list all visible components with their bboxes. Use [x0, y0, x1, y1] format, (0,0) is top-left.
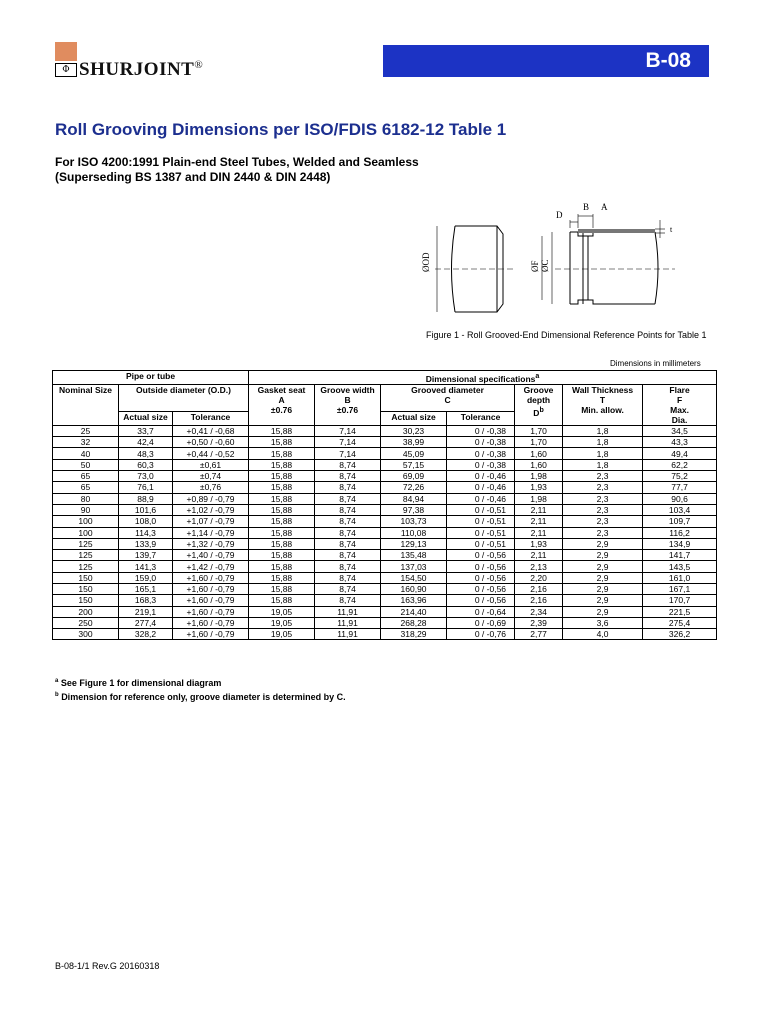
groove-width-cell: 8,74 [315, 504, 381, 515]
groove-depth-cell: 1,98 [515, 471, 563, 482]
c-actual-cell: 84,94 [381, 493, 447, 504]
groove-depth-cell: 2,77 [515, 629, 563, 640]
c-actual-cell: 57,15 [381, 459, 447, 470]
gasket-seat-cell: 15,88 [249, 516, 315, 527]
gasket-seat-cell: 15,88 [249, 595, 315, 606]
flare-text: Flare [669, 384, 690, 395]
header-dims-group-text: Dimensional specifications [425, 373, 536, 384]
od-actual-cell: 168,3 [119, 595, 173, 606]
footnote-a-text: See Figure 1 for dimensional diagram [60, 678, 222, 688]
brand-text: SHURJOINT [79, 59, 195, 80]
od-actual-cell: 33,7 [119, 425, 173, 436]
od-actual-cell: 141,3 [119, 561, 173, 572]
c-tolerance-cell: 0 / -0,64 [447, 606, 515, 617]
b-label: B [583, 202, 590, 212]
gasket-seat-cell: 15,88 [249, 459, 315, 470]
flare-dia-cell: 161,0 [643, 572, 717, 583]
c-actual-cell: 72,26 [381, 482, 447, 493]
wall-thickness-cell: 2,9 [563, 550, 643, 561]
gasket-seat-cell: 19,05 [249, 617, 315, 628]
od-tolerance-cell: +1,40 / -0,79 [173, 550, 249, 561]
flare-dia-cell: 103,4 [643, 504, 717, 515]
c-actual-cell: 135,48 [381, 550, 447, 561]
wall-thickness-cell: 2,3 [563, 527, 643, 538]
groove-width-cell: 11,91 [315, 606, 381, 617]
groove-diagram [415, 198, 685, 328]
nominal-size-cell: 40 [53, 448, 119, 459]
wall-sub: Min. allow. [581, 404, 624, 415]
d-label: D [556, 210, 563, 220]
c-label: ØC [540, 259, 550, 272]
wall-thickness-cell: 2,9 [563, 561, 643, 572]
wall-thickness-cell: 2,9 [563, 583, 643, 594]
od-actual-cell: 101,6 [119, 504, 173, 515]
table-row [53, 493, 717, 504]
groove-width-cell: 8,74 [315, 561, 381, 572]
table-row [53, 595, 717, 606]
header-dims-group [249, 371, 717, 385]
header-flare [643, 384, 717, 425]
nominal-size-cell: 150 [53, 572, 119, 583]
flare-dia-cell: 170,7 [643, 595, 717, 606]
header-groove-width [315, 384, 381, 425]
table-row [53, 583, 717, 594]
od-tolerance-cell: +0,41 / -0,68 [173, 425, 249, 436]
gasket-text: Gasket seat [257, 384, 306, 395]
gasket-tolerance: ±0.76 [270, 404, 293, 415]
od-tolerance-cell: +1,60 / -0,79 [173, 606, 249, 617]
c-tolerance-cell: 0 / -0,69 [447, 617, 515, 628]
footnote-a-marker: a [55, 678, 59, 684]
subtitle-line-2: (Superseding BS 1387 and DIN 2440 & DIN 2448) [55, 170, 331, 184]
wall-thickness-cell: 1,8 [563, 425, 643, 436]
od-tolerance-cell: +1,14 / -0,79 [173, 527, 249, 538]
groove-depth-cell: 2,16 [515, 595, 563, 606]
od-actual-cell: 48,3 [119, 448, 173, 459]
flare-sub-2: Dia. [671, 414, 688, 425]
groove-depth-cell: 2,34 [515, 606, 563, 617]
wall-thickness-cell: 2,9 [563, 572, 643, 583]
c-tolerance-cell: 0 / -0,46 [447, 482, 515, 493]
od-tolerance-cell: +1,60 / -0,79 [173, 583, 249, 594]
flare-dia-cell: 326,2 [643, 629, 717, 640]
groove-width-cell: 8,74 [315, 493, 381, 504]
table-row [53, 538, 717, 549]
a-label: A [601, 202, 608, 212]
od-tolerance-cell: +1,60 / -0,79 [173, 572, 249, 583]
wall-thickness-cell: 2,3 [563, 482, 643, 493]
table-row [53, 617, 717, 628]
nominal-size-cell: 125 [53, 561, 119, 572]
c-tolerance-cell: 0 / -0,51 [447, 504, 515, 515]
wall-thickness-cell: 2,3 [563, 471, 643, 482]
flare-dia-cell: 167,1 [643, 583, 717, 594]
flare-dia-cell: 34,5 [643, 425, 717, 436]
units-note: Dimensions in millimeters [610, 359, 701, 368]
od-tolerance-cell: +1,60 / -0,79 [173, 595, 249, 606]
header-pipe-group: Pipe or tube [53, 371, 249, 385]
c-tolerance-cell: 0 / -0,38 [447, 437, 515, 448]
od-actual-cell: 139,7 [119, 550, 173, 561]
od-actual-cell: 88,9 [119, 493, 173, 504]
note-b-marker: b [539, 405, 544, 414]
od-tolerance-cell: ±0,76 [173, 482, 249, 493]
nominal-size-cell: 65 [53, 482, 119, 493]
wall-symbol: T [599, 394, 606, 405]
document-code-banner: B-08 [383, 45, 709, 77]
wall-thickness-cell: 4,0 [563, 629, 643, 640]
groove-depth-cell: 1,70 [515, 437, 563, 448]
nominal-size-cell: 200 [53, 606, 119, 617]
note-a-marker: a [535, 372, 540, 380]
groove-width-cell: 11,91 [315, 629, 381, 640]
figure-caption: Figure 1 - Roll Grooved-End Dimensional Reference Points for Table 1 [426, 330, 707, 340]
flare-dia-cell: 134,9 [643, 538, 717, 549]
gasket-seat-cell: 15,88 [249, 572, 315, 583]
gasket-seat-cell: 15,88 [249, 504, 315, 515]
c-actual-cell: 38,99 [381, 437, 447, 448]
footnote-b-text: Dimension for reference only, groove diameter is determined by C. [61, 692, 346, 702]
groove-depth-cell: 2,39 [515, 617, 563, 628]
c-tolerance-cell: 0 / -0,51 [447, 538, 515, 549]
f-label: ØF [530, 260, 540, 272]
c-tolerance-cell: 0 / -0,38 [447, 459, 515, 470]
gasket-seat-cell: 15,88 [249, 493, 315, 504]
groove-depth-cell: 2,11 [515, 527, 563, 538]
wall-thickness-cell: 2,3 [563, 504, 643, 515]
flare-dia-cell: 221,5 [643, 606, 717, 617]
groove-width-cell: 8,74 [315, 550, 381, 561]
flare-sub-1: Max. [670, 404, 690, 415]
table-row [53, 572, 717, 583]
nominal-size-cell: 80 [53, 493, 119, 504]
nominal-size-cell: 150 [53, 595, 119, 606]
header-od-actual: Actual size [119, 411, 173, 425]
c-tolerance-cell: 0 / -0,56 [447, 595, 515, 606]
wall-thickness-cell: 3,6 [563, 617, 643, 628]
c-actual-cell: 30,23 [381, 425, 447, 436]
od-label: ØOD [421, 252, 431, 272]
od-tolerance-cell: ±0,61 [173, 459, 249, 470]
footnote-b-marker: b [55, 692, 59, 698]
groove-width-cell: 8,74 [315, 595, 381, 606]
groove-depth-cell: 1,93 [515, 482, 563, 493]
header-nominal-size: Nominal Size [53, 384, 119, 425]
flare-dia-cell: 75,2 [643, 471, 717, 482]
groove-width-cell: 8,74 [315, 516, 381, 527]
od-tolerance-cell: +1,60 / -0,79 [173, 629, 249, 640]
dimensions-table-body [53, 425, 717, 640]
nominal-size-cell: 65 [53, 471, 119, 482]
groove-depth-cell: 2,11 [515, 504, 563, 515]
groove-depth-cell: 2,16 [515, 583, 563, 594]
page-title: Roll Grooving Dimensions per ISO/FDIS 6182-12 Table 1 [55, 120, 507, 139]
groove-width-cell: 7,14 [315, 448, 381, 459]
nominal-size-cell: 125 [53, 538, 119, 549]
od-tolerance-cell: +1,42 / -0,79 [173, 561, 249, 572]
groove-width-cell: 8,74 [315, 572, 381, 583]
registered-mark: ® [194, 59, 204, 71]
table-row [53, 550, 717, 561]
footnote-b [55, 692, 346, 702]
groove-depth-cell: 2,13 [515, 561, 563, 572]
od-tolerance-cell: +0,50 / -0,60 [173, 437, 249, 448]
gasket-seat-cell: 15,88 [249, 550, 315, 561]
brand-name [79, 59, 203, 81]
wall-text: Wall Thickness [571, 384, 634, 395]
groove-depth-text: Groove depth [523, 384, 554, 405]
flare-dia-cell: 143,5 [643, 561, 717, 572]
table-row [53, 606, 717, 617]
c-actual-cell: 268,28 [381, 617, 447, 628]
nominal-size-cell: 150 [53, 583, 119, 594]
c-tolerance-cell: 0 / -0,46 [447, 471, 515, 482]
table-row [53, 437, 717, 448]
gasket-symbol: A [278, 394, 285, 405]
header-wall-thickness [563, 384, 643, 425]
flare-dia-cell: 43,3 [643, 437, 717, 448]
gasket-seat-cell: 15,88 [249, 471, 315, 482]
c-tolerance-cell: 0 / -0,51 [447, 516, 515, 527]
wall-thickness-cell: 2,9 [563, 538, 643, 549]
od-tolerance-cell: ±0,74 [173, 471, 249, 482]
od-actual-cell: 114,3 [119, 527, 173, 538]
table-row [53, 459, 717, 470]
wall-thickness-cell: 1,8 [563, 437, 643, 448]
c-tolerance-cell: 0 / -0,56 [447, 572, 515, 583]
od-actual-cell: 165,1 [119, 583, 173, 594]
od-tolerance-cell: +1,02 / -0,79 [173, 504, 249, 515]
od-actual-cell: 133,9 [119, 538, 173, 549]
c-actual-cell: 154,50 [381, 572, 447, 583]
table-row [53, 527, 717, 538]
subtitle-line-1: For ISO 4200:1991 Plain-end Steel Tubes, Welded and Seamless [55, 155, 419, 169]
c-actual-cell: 160,90 [381, 583, 447, 594]
header-od-tolerance: Tolerance [173, 411, 249, 425]
gasket-seat-cell: 15,88 [249, 583, 315, 594]
nominal-size-cell: 300 [53, 629, 119, 640]
c-tolerance-cell: 0 / -0,46 [447, 493, 515, 504]
table-row [53, 561, 717, 572]
groove-width-cell: 8,74 [315, 583, 381, 594]
od-tolerance-cell: +1,32 / -0,79 [173, 538, 249, 549]
logo-square-icon [55, 42, 77, 61]
flare-dia-cell: 109,7 [643, 516, 717, 527]
gasket-seat-cell: 15,88 [249, 425, 315, 436]
wall-thickness-cell: 2,9 [563, 595, 643, 606]
od-tolerance-cell: +1,60 / -0,79 [173, 617, 249, 628]
c-actual-cell: 69,09 [381, 471, 447, 482]
nominal-size-cell: 50 [53, 459, 119, 470]
nominal-size-cell: 100 [53, 516, 119, 527]
c-actual-cell: 103,73 [381, 516, 447, 527]
od-actual-cell: 73,0 [119, 471, 173, 482]
groove-width-cell: 7,14 [315, 425, 381, 436]
od-tolerance-cell: +1,07 / -0,79 [173, 516, 249, 527]
gasket-seat-cell: 15,88 [249, 561, 315, 572]
groove-width-cell: 11,91 [315, 617, 381, 628]
c-tolerance-cell: 0 / -0,38 [447, 425, 515, 436]
od-actual-cell: 159,0 [119, 572, 173, 583]
c-tolerance-cell: 0 / -0,56 [447, 583, 515, 594]
nominal-size-cell: 125 [53, 550, 119, 561]
nominal-size-cell: 90 [53, 504, 119, 515]
od-actual-cell: 76,1 [119, 482, 173, 493]
table-row [53, 482, 717, 493]
table-row [53, 504, 717, 515]
groove-depth-cell: 2,20 [515, 572, 563, 583]
od-actual-cell: 328,2 [119, 629, 173, 640]
od-actual-cell: 60,3 [119, 459, 173, 470]
header-c-tolerance: Tolerance [447, 411, 515, 425]
groove-depth-cell: 1,93 [515, 538, 563, 549]
groove-width-cell: 8,74 [315, 459, 381, 470]
c-tolerance-cell: 0 / -0,76 [447, 629, 515, 640]
gasket-seat-cell: 19,05 [249, 606, 315, 617]
gasket-seat-cell: 19,05 [249, 629, 315, 640]
header-c-actual: Actual size [381, 411, 447, 425]
grooved-diameter-text: Grooved diameter [411, 384, 484, 395]
dimensions-table [52, 370, 717, 640]
od-actual-cell: 219,1 [119, 606, 173, 617]
groove-depth-symbol: D [533, 407, 540, 418]
wall-thickness-cell: 2,3 [563, 493, 643, 504]
header-gasket-seat [249, 384, 315, 425]
flare-dia-cell: 275,4 [643, 617, 717, 628]
flare-dia-cell: 116,2 [643, 527, 717, 538]
groove-depth-cell: 1,98 [515, 493, 563, 504]
flare-dia-cell: 141,7 [643, 550, 717, 561]
table-row [53, 516, 717, 527]
groove-depth-cell: 2,11 [515, 516, 563, 527]
gasket-seat-cell: 15,88 [249, 437, 315, 448]
gasket-seat-cell: 15,88 [249, 448, 315, 459]
od-actual-cell: 108,0 [119, 516, 173, 527]
nominal-size-cell: 250 [53, 617, 119, 628]
gasket-seat-cell: 15,88 [249, 538, 315, 549]
c-tolerance-cell: 0 / -0,51 [447, 527, 515, 538]
groove-width-cell: 8,74 [315, 538, 381, 549]
grooved-diameter-symbol: C [444, 394, 451, 405]
flare-symbol: F [676, 394, 683, 405]
groove-width-cell: 7,14 [315, 437, 381, 448]
gasket-seat-cell: 15,88 [249, 482, 315, 493]
wall-thickness-cell: 2,3 [563, 516, 643, 527]
footnote-a [55, 678, 221, 688]
flare-dia-cell: 62,2 [643, 459, 717, 470]
wall-thickness-cell: 1,8 [563, 448, 643, 459]
flare-dia-cell: 90,6 [643, 493, 717, 504]
wall-thickness-cell: 1,8 [563, 459, 643, 470]
header-grooved-diameter [381, 384, 515, 411]
c-tolerance-cell: 0 / -0,56 [447, 561, 515, 572]
page-subtitle [55, 155, 419, 185]
table-row [53, 471, 717, 482]
c-actual-cell: 163,96 [381, 595, 447, 606]
od-actual-cell: 277,4 [119, 617, 173, 628]
flare-dia-cell: 77,7 [643, 482, 717, 493]
groove-depth-cell: 1,70 [515, 425, 563, 436]
header-groove-depth [515, 384, 563, 425]
groove-width-cell: 8,74 [315, 471, 381, 482]
c-actual-cell: 129,13 [381, 538, 447, 549]
od-tolerance-cell: +0,44 / -0,52 [173, 448, 249, 459]
groove-width-symbol: B [344, 394, 351, 405]
c-actual-cell: 110,08 [381, 527, 447, 538]
c-actual-cell: 137,03 [381, 561, 447, 572]
flare-dia-cell: 49,4 [643, 448, 717, 459]
c-actual-cell: 214,40 [381, 606, 447, 617]
wall-thickness-cell: 2,9 [563, 606, 643, 617]
logo-symbol: Φ [55, 63, 77, 77]
groove-width-text: Groove width [320, 384, 375, 395]
t-label: t [670, 225, 673, 234]
nominal-size-cell: 32 [53, 437, 119, 448]
c-tolerance-cell: 0 / -0,38 [447, 448, 515, 459]
od-tolerance-cell: +0,89 / -0,79 [173, 493, 249, 504]
c-tolerance-cell: 0 / -0,56 [447, 550, 515, 561]
groove-depth-symbol-wrap [517, 405, 560, 418]
groove-depth-cell: 1,60 [515, 448, 563, 459]
table-row [53, 629, 717, 640]
header-od: Outside diameter (O.D.) [119, 384, 249, 411]
groove-depth-cell: 1,60 [515, 459, 563, 470]
groove-depth-cell: 2,11 [515, 550, 563, 561]
c-actual-cell: 45,09 [381, 448, 447, 459]
c-actual-cell: 318,29 [381, 629, 447, 640]
gasket-seat-cell: 15,88 [249, 527, 315, 538]
groove-width-cell: 8,74 [315, 482, 381, 493]
table-row [53, 425, 717, 436]
c-actual-cell: 97,38 [381, 504, 447, 515]
groove-width-tolerance: ±0.76 [336, 404, 359, 415]
groove-width-cell: 8,74 [315, 527, 381, 538]
page-reference: B-08-1/1 Rev.G 20160318 [55, 961, 160, 971]
nominal-size-cell: 100 [53, 527, 119, 538]
od-actual-cell: 42,4 [119, 437, 173, 448]
nominal-size-cell: 25 [53, 425, 119, 436]
table-row [53, 448, 717, 459]
